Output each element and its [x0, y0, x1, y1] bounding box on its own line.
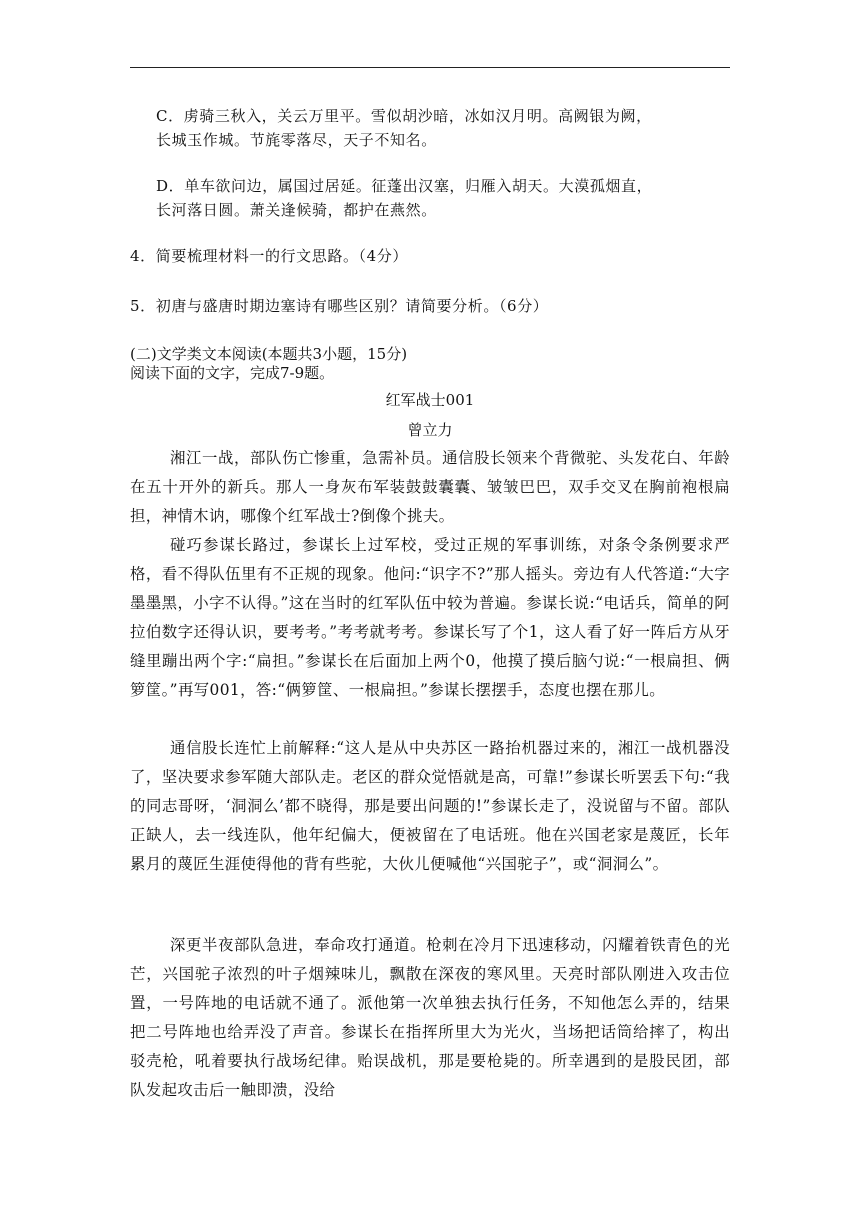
option-c-line-1: C．虏骑三秋入，关云万里平。雪似胡沙暗，冰如汉月明。高阙银为阙， — [156, 107, 652, 125]
option-d-line-1: D．单车欲问边，属国过居延。征蓬出汉塞，归雁入胡天。大漠孤烟直， — [156, 177, 653, 195]
question-4: 4．简要梳理材料一的行文思路。（4分） — [130, 247, 408, 265]
article-paragraph-4: 深更半夜部队急进，奉命攻打通道。枪刺在冷月下迅速移动，闪耀着铁青色的光芒，兴国驼子浓烈的叶子烟辣味儿，飘散在深夜的寒风里。天亮时部队刚进入攻击位置，一号阵地的电话就不通了。派他第一次单独去执行任务，不知他怎么弄的，结果把二号阵地也给弄没了声音。参谋长在指挥所里大为光火，当场把话筒给摔了，构出驳壳枪，吼着要执行战场纪律。贻误战机，那是要枪毙的。所幸遇到的是股民团，部队发起攻击后一触即溃，没给 — [130, 936, 730, 1099]
option-c-line-2: 长城玉作城。节旄零落尽，天子不知名。 — [156, 131, 437, 149]
article-paragraph-3: 通信股长连忙上前解释:“这人是从中央苏区一路抬机器过来的，湘江一战机器没了，坚决要求参军随大部队走。老区的群众觉悟就是高，可靠!”参谋长听罢丢下句:“我的同志哥呀，‘洞洞么’都不晓得，那是要出问题的!”参谋长走了，没说留与不留。部队正缺人，去一线连队，他年纪偏大，便被留在了电话班。他在兴国老家是蔑匠，长年累月的蔑匠生涯使得他的背有些驼，大伙儿便喊他“兴国驼子”，或“洞洞么”。 — [130, 739, 730, 873]
option-d-line-2: 长河落日圆。萧关逢候骑，都护在燕然。 — [156, 201, 437, 219]
question-5: 5．初唐与盛唐时期边塞诗有哪些区别？请简要分析。（6分） — [130, 297, 549, 315]
section-instruction: 阅读下面的文字，完成7-9题。 — [130, 364, 335, 382]
header-rule — [130, 67, 730, 68]
article-paragraph-2: 碰巧参谋长路过，参谋长上过军校，受过正规的军事训练，对条令条例要求严格，看不得队伍里有不正规的现象。他问:“识字不?”那人摇头。旁边有人代答道:“大字墨墨黑，小字不认得。”这在当时的红军队伍中较为普遍。参谋长说:“电话兵，简单的阿拉伯数字还得认识，要考考。”考考就考考。参谋长写了个1，这人看了好一阵后方从牙缝里蹦出两个字:“扁担。”参谋长在后面加上两个0，他摸了摸后脑勺说:“一根扁担、俩箩筐。”再写001，答:“俩箩筐、一根扁担。”参谋长摆摆手，态度也摆在那儿。 — [130, 536, 730, 699]
article-paragraph-1: 湘江一战，部队伤亡惨重，急需补员。通信股长领来个背微驼、头发花白、年龄在五十开外的新兵。那人一身灰布军装鼓鼓囊囊、皱皱巴巴，双手交叉在胸前袍根扁担，神情木讷，哪像个红军战士?倒像个挑夫。 — [130, 449, 730, 525]
section-heading: (二)文学类文本阅读(本题共3小题，15分) — [130, 345, 408, 363]
article-author: 曾立力 — [407, 421, 453, 439]
article-title: 红军战士001 — [385, 391, 475, 409]
